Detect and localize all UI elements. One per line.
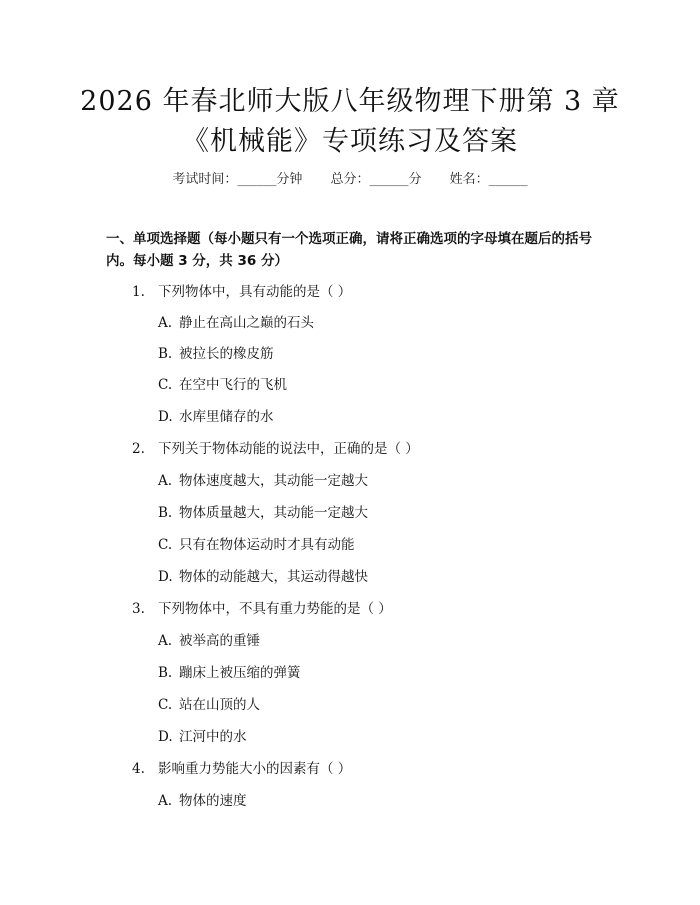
option-text: 被举高的重锤: [179, 633, 260, 649]
option-letter: A.: [158, 315, 173, 331]
question-1-option-c: [158, 376, 287, 394]
option-letter: D.: [158, 409, 173, 425]
option-letter: C.: [158, 697, 173, 713]
question-text: 下列物体中，具有动能的是（ ）: [158, 284, 352, 300]
question-1-option-d: [158, 408, 274, 426]
section-heading: 一、单项选择题（每小题只有一个选项正确，请将正确选项的字母填在题后的括号内。每小题 3 分，共 36 分）: [106, 231, 592, 269]
option-text: 物体的动能越大，其运动得越快: [179, 569, 368, 585]
question-number: 4.: [132, 761, 145, 777]
option-text: 站在山顶的人: [179, 697, 260, 713]
option-text: 在空中飞行的飞机: [179, 377, 287, 393]
question-3-option-c: [158, 696, 260, 714]
question-text: 下列关于物体动能的说法中，正确的是（ ）: [158, 441, 419, 457]
question-number: 3.: [132, 601, 145, 617]
option-letter: B.: [158, 505, 173, 521]
question-4: [132, 760, 351, 778]
question-2: [132, 440, 419, 458]
question-text: 影响重力势能大小的因素有（ ）: [158, 761, 352, 777]
student-name-field: 姓名：______: [449, 172, 528, 187]
option-letter: B.: [158, 665, 173, 681]
option-text: 只有在物体运动时才具有动能: [179, 537, 355, 553]
question-2-option-c: [158, 536, 355, 554]
option-text: 蹦床上被压缩的弹簧: [179, 665, 301, 681]
question-number: 2.: [132, 441, 145, 457]
option-text: 被拉长的橡皮筋: [179, 346, 274, 362]
option-letter: B.: [158, 346, 173, 362]
option-letter: A.: [158, 793, 173, 809]
question-3-option-b: [158, 664, 301, 682]
option-letter: A.: [158, 473, 173, 489]
option-letter: D.: [158, 729, 173, 745]
question-3-option-d: [158, 728, 247, 746]
question-4-option-a: [158, 792, 247, 810]
option-text: 江河中的水: [179, 729, 247, 745]
question-1-option-a: [158, 314, 314, 332]
document-title-line-2: 《机械能》专项练习及答案: [182, 126, 518, 157]
question-text: 下列物体中，不具有重力势能的是（ ）: [158, 601, 392, 617]
question-2-option-d: [158, 568, 368, 586]
question-3-option-a: [158, 632, 260, 650]
question-3: [132, 600, 392, 618]
option-text: 物体质量越大，其动能一定越大: [179, 505, 368, 521]
question-2-option-b: [158, 504, 368, 522]
option-text: 物体速度越大，其动能一定越大: [179, 473, 368, 489]
option-letter: D.: [158, 569, 173, 585]
option-text: 静止在高山之巅的石头: [179, 315, 314, 331]
exam-time-field: 考试时间：______分钟: [172, 172, 303, 187]
option-text: 物体的速度: [179, 793, 247, 809]
exam-meta: [0, 168, 700, 187]
option-letter: C.: [158, 537, 173, 553]
option-text: 水库里储存的水: [179, 409, 274, 425]
question-1: [132, 283, 351, 301]
question-1-option-b: [158, 345, 274, 363]
question-number: 1.: [132, 284, 145, 300]
document-title-line-1: 2026 年春北师大版八年级物理下册第 3 章: [80, 86, 620, 117]
option-letter: C.: [158, 377, 173, 393]
question-2-option-a: [158, 472, 368, 490]
option-letter: A.: [158, 633, 173, 649]
total-score-field: 总分：______分: [330, 172, 422, 187]
